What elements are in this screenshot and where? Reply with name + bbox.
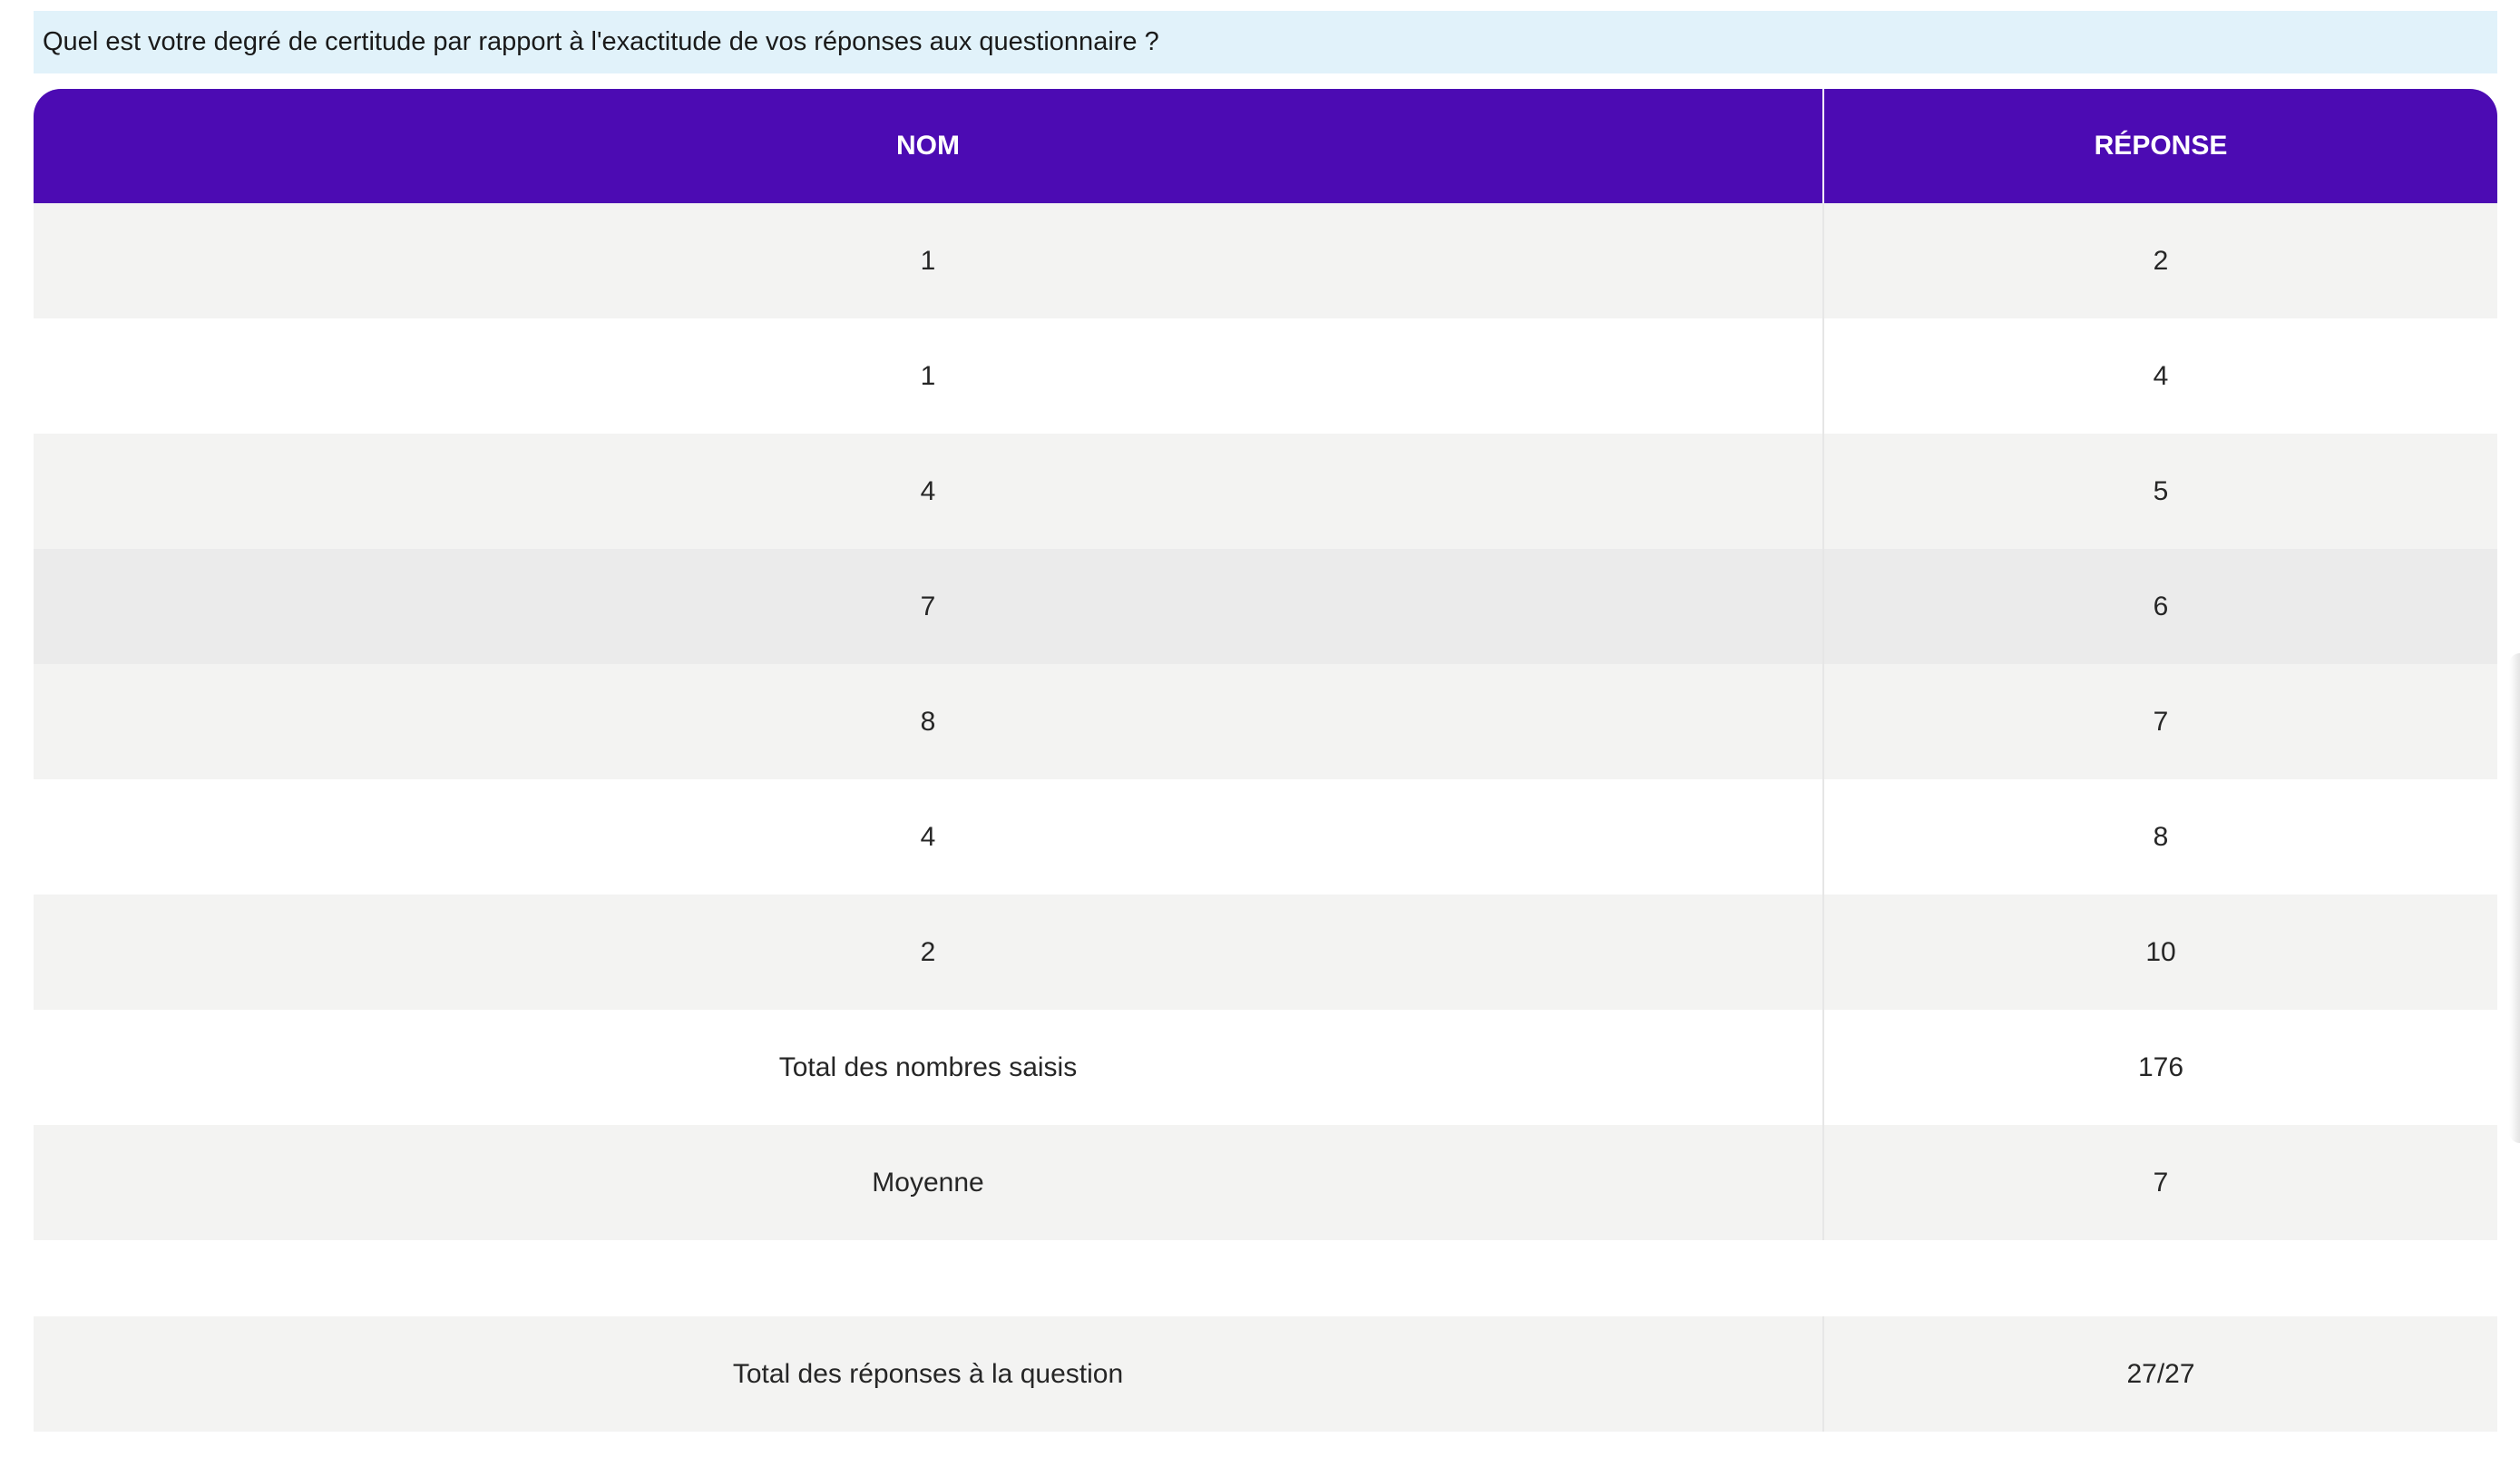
total-value: 176 [1823,1010,2497,1125]
column-header-reponse[interactable]: RÉPONSE [1823,89,2497,203]
response-count-row [34,1316,2497,1432]
cell-nom: 2 [34,895,1823,1010]
table-row [34,318,2497,434]
table-row [34,203,2497,318]
table-row [34,895,2497,1010]
cell-reponse: 2 [1823,203,2497,318]
total-row [34,1010,2497,1125]
spacer-row [34,1240,2497,1316]
response-count-value: 27/27 [1823,1316,2497,1432]
column-header-nom[interactable]: NOM [34,89,1823,203]
table-header-row [34,89,2497,203]
cell-nom: 7 [34,549,1823,664]
average-row [34,1125,2497,1240]
results-table [34,89,2497,1432]
response-count-label: Total des réponses à la question [34,1316,1823,1432]
table-row [34,779,2497,895]
cell-nom: 4 [34,434,1823,549]
table-row [34,549,2497,664]
total-label: Total des nombres saisis [34,1010,1823,1125]
panel-edge-shadow [2509,653,2520,1143]
table-row [34,664,2497,779]
cell-reponse: 4 [1823,318,2497,434]
cell-reponse: 6 [1823,549,2497,664]
spacer-cell [34,1240,1823,1316]
cell-reponse: 10 [1823,895,2497,1010]
cell-reponse: 5 [1823,434,2497,549]
question-text: Quel est votre degré de certitude par rapport à l'exactitude de vos réponses aux questionnaire ? [34,11,2497,73]
cell-reponse: 8 [1823,779,2497,895]
cell-reponse: 7 [1823,664,2497,779]
average-label: Moyenne [34,1125,1823,1240]
average-value: 7 [1823,1125,2497,1240]
cell-nom: 8 [34,664,1823,779]
cell-nom: 1 [34,203,1823,318]
table-row [34,434,2497,549]
spacer-cell [1823,1240,2497,1316]
cell-nom: 1 [34,318,1823,434]
cell-nom: 4 [34,779,1823,895]
